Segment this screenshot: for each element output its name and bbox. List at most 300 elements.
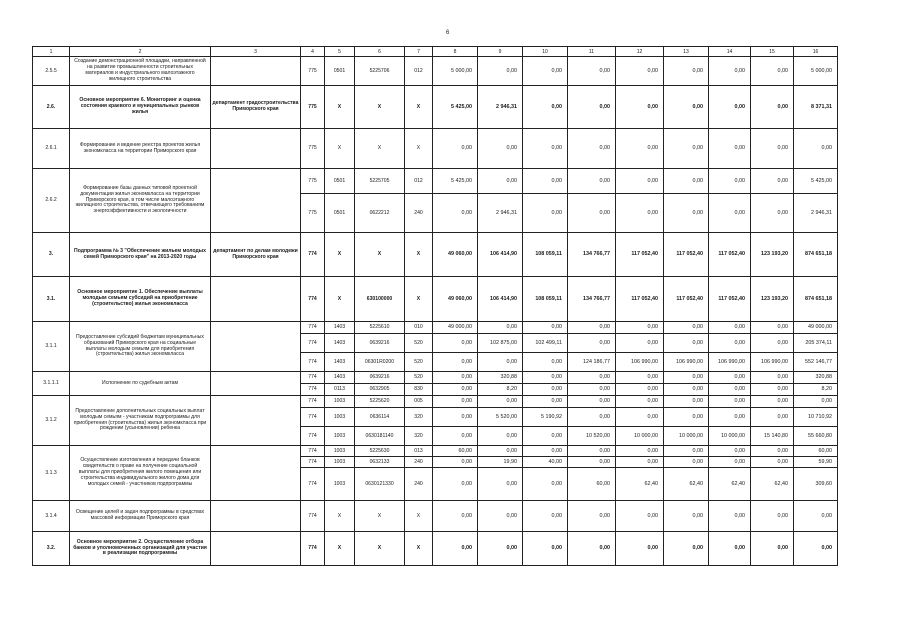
responsible-org xyxy=(211,57,301,86)
amount-cell: 0,00 xyxy=(523,57,568,86)
budget-code-cell: 630100000 xyxy=(355,277,405,322)
responsible-org xyxy=(211,277,301,322)
amount-cell: 102 875,00 xyxy=(478,334,523,353)
budget-code-cell: 1403 xyxy=(325,353,355,372)
amount-cell: 0,00 xyxy=(751,396,794,408)
amount-cell: 0,00 xyxy=(616,408,664,427)
amount-cell: 0,00 xyxy=(616,396,664,408)
amount-cell: 0,00 xyxy=(433,468,478,501)
table-row xyxy=(33,372,838,384)
amount-cell: 0,00 xyxy=(523,532,568,566)
budget-code-cell: 1003 xyxy=(325,408,355,427)
table-body xyxy=(33,47,838,566)
amount-cell: 0,00 xyxy=(523,194,568,233)
item-code: 2.5.5 xyxy=(33,57,70,86)
item-code: 3.1.1.1 xyxy=(33,372,70,396)
budget-code-cell: X xyxy=(405,277,433,322)
amount-cell: 117 052,40 xyxy=(616,233,664,277)
amount-cell: 0,00 xyxy=(709,396,751,408)
amount-cell: 108 059,11 xyxy=(523,233,568,277)
table-row xyxy=(33,277,838,322)
budget-code-cell: 774 xyxy=(301,233,325,277)
amount-cell: 0,00 xyxy=(709,334,751,353)
amount-cell: 0,00 xyxy=(794,129,838,169)
amount-cell: 0,00 xyxy=(751,384,794,396)
amount-cell: 0,00 xyxy=(616,194,664,233)
budget-code-cell: 0639216 xyxy=(355,372,405,384)
amount-cell: 134 766,77 xyxy=(568,277,616,322)
responsible-org: департамент градостроительства Приморского края xyxy=(211,86,301,129)
budget-code-cell: 240 xyxy=(405,194,433,233)
budget-code-cell: 0501 xyxy=(325,57,355,86)
amount-cell: 106 990,00 xyxy=(616,353,664,372)
budget-code-cell: 320 xyxy=(405,427,433,446)
responsible-org xyxy=(211,372,301,396)
budget-code-cell: 5225706 xyxy=(355,57,405,86)
amount-cell: 0,00 xyxy=(568,372,616,384)
budget-code-cell: 5225630 xyxy=(355,446,405,457)
budget-code-cell: X xyxy=(355,532,405,566)
column-number: 7 xyxy=(405,47,433,57)
amount-cell: 117 052,40 xyxy=(664,233,709,277)
amount-cell: 0,00 xyxy=(523,396,568,408)
budget-code-cell: 774 xyxy=(301,468,325,501)
budget-code-cell: 774 xyxy=(301,353,325,372)
budget-code-cell: 1003 xyxy=(325,446,355,457)
amount-cell: 0,00 xyxy=(478,353,523,372)
budget-code-cell: 5225620 xyxy=(355,396,405,408)
budget-code-cell: 520 xyxy=(405,372,433,384)
amount-cell: 5 520,00 xyxy=(478,408,523,427)
budget-code-cell: 774 xyxy=(301,427,325,446)
amount-cell: 0,00 xyxy=(751,194,794,233)
amount-cell: 10 520,00 xyxy=(568,427,616,446)
amount-cell: 0,00 xyxy=(751,169,794,194)
amount-cell: 134 766,77 xyxy=(568,233,616,277)
item-code: 2.6.2 xyxy=(33,169,70,233)
amount-cell: 0,00 xyxy=(794,501,838,532)
amount-cell: 0,00 xyxy=(433,129,478,169)
amount-cell: 0,00 xyxy=(616,446,664,457)
budget-code-cell: 830 xyxy=(405,384,433,396)
table-row xyxy=(33,322,838,334)
column-number: 5 xyxy=(325,47,355,57)
item-description: Осуществление изготовления и передачи бланков свидетельств о праве на получение социальной выплаты для приобретения жилого помещения или строительства индивидуального жилого дома для молодых семей - участников подпрограммы xyxy=(70,446,211,501)
table-row xyxy=(33,129,838,169)
amount-cell: 0,00 xyxy=(523,384,568,396)
column-number: 6 xyxy=(355,47,405,57)
amount-cell: 0,00 xyxy=(568,384,616,396)
column-number: 16 xyxy=(794,47,838,57)
budget-code-cell: 774 xyxy=(301,457,325,468)
header-row xyxy=(33,47,838,57)
amount-cell: 0,00 xyxy=(568,408,616,427)
amount-cell: 0,00 xyxy=(523,322,568,334)
amount-cell: 0,00 xyxy=(568,129,616,169)
responsible-org xyxy=(211,532,301,566)
amount-cell: 0,00 xyxy=(568,57,616,86)
amount-cell: 0,00 xyxy=(616,501,664,532)
budget-code-cell: 520 xyxy=(405,334,433,353)
amount-cell: 0,00 xyxy=(478,532,523,566)
page-number: 6 xyxy=(446,30,450,36)
amount-cell: 0,00 xyxy=(478,57,523,86)
budget-code-cell: 0501 xyxy=(325,194,355,233)
amount-cell: 0,00 xyxy=(664,532,709,566)
amount-cell: 0,00 xyxy=(751,129,794,169)
responsible-org xyxy=(211,129,301,169)
responsible-org: департамент по делам молодежи Приморского края xyxy=(211,233,301,277)
amount-cell: 60,00 xyxy=(433,446,478,457)
amount-cell: 0,00 xyxy=(568,334,616,353)
budget-code-cell: 774 xyxy=(301,408,325,427)
amount-cell: 0,00 xyxy=(568,322,616,334)
amount-cell: 0,00 xyxy=(664,322,709,334)
amount-cell: 5 425,00 xyxy=(794,169,838,194)
column-number: 12 xyxy=(616,47,664,57)
amount-cell: 123 193,20 xyxy=(751,277,794,322)
amount-cell: 117 052,40 xyxy=(664,277,709,322)
column-number: 2 xyxy=(70,47,211,57)
item-code: 3.1.1 xyxy=(33,322,70,372)
budget-code-cell: 5225610 xyxy=(355,322,405,334)
budget-code-cell: X xyxy=(355,501,405,532)
amount-cell: 0,00 xyxy=(433,427,478,446)
amount-cell: 874 651,18 xyxy=(794,277,838,322)
budget-code-cell: X xyxy=(355,129,405,169)
amount-cell: 0,00 xyxy=(664,501,709,532)
budget-code-cell: 0630121330 xyxy=(355,468,405,501)
budget-code-cell: 0639216 xyxy=(355,334,405,353)
item-description: Подпрограмма № 3 "Обеспечение жильем молодых семей Приморского края" на 2013-2020 годы xyxy=(70,233,211,277)
table-row xyxy=(33,532,838,566)
budget-code-cell: 775 xyxy=(301,169,325,194)
budget-code-cell: X xyxy=(405,233,433,277)
amount-cell: 320,88 xyxy=(794,372,838,384)
amount-cell: 0,00 xyxy=(794,532,838,566)
table-row xyxy=(33,446,838,457)
budget-code-cell: 1403 xyxy=(325,322,355,334)
amount-cell: 0,00 xyxy=(751,57,794,86)
budget-code-cell: 0636114 xyxy=(355,408,405,427)
item-description: Основное мероприятие 2. Осуществление отбора банков и уполномоченных организаций для участия в реализации подпрограммы xyxy=(70,532,211,566)
budget-code-cell: 774 xyxy=(301,372,325,384)
amount-cell: 0,00 xyxy=(709,86,751,129)
amount-cell: 0,00 xyxy=(433,372,478,384)
amount-cell: 106 990,00 xyxy=(751,353,794,372)
budget-code-cell: 774 xyxy=(301,277,325,322)
column-number: 14 xyxy=(709,47,751,57)
amount-cell: 0,00 xyxy=(664,86,709,129)
amount-cell: 123 193,20 xyxy=(751,233,794,277)
amount-cell: 59,90 xyxy=(794,457,838,468)
budget-code-cell: 0632133 xyxy=(355,457,405,468)
amount-cell: 0,00 xyxy=(616,334,664,353)
amount-cell: 15 140,80 xyxy=(751,427,794,446)
amount-cell: 205 374,11 xyxy=(794,334,838,353)
amount-cell: 106 990,00 xyxy=(709,353,751,372)
budget-code-cell: X xyxy=(355,86,405,129)
amount-cell: 0,00 xyxy=(664,129,709,169)
budget-code-cell: 0630181140 xyxy=(355,427,405,446)
item-description: Исполнение по судебным актам xyxy=(70,372,211,396)
amount-cell: 5 000,00 xyxy=(794,57,838,86)
amount-cell: 10 000,00 xyxy=(616,427,664,446)
amount-cell: 0,00 xyxy=(751,86,794,129)
amount-cell: 0,00 xyxy=(616,57,664,86)
amount-cell: 0,00 xyxy=(664,446,709,457)
amount-cell: 8,20 xyxy=(478,384,523,396)
amount-cell: 0,00 xyxy=(478,169,523,194)
budget-code-cell: 06301R0200 xyxy=(355,353,405,372)
amount-cell: 0,00 xyxy=(433,501,478,532)
amount-cell: 0,00 xyxy=(709,384,751,396)
amount-cell: 106 990,00 xyxy=(664,353,709,372)
amount-cell: 10 710,92 xyxy=(794,408,838,427)
item-code: 3.1.4 xyxy=(33,501,70,532)
amount-cell: 5 425,00 xyxy=(433,169,478,194)
column-number: 3 xyxy=(211,47,301,57)
budget-code-cell: 012 xyxy=(405,169,433,194)
budget-code-cell: X xyxy=(325,277,355,322)
amount-cell: 0,00 xyxy=(433,194,478,233)
amount-cell: 0,00 xyxy=(433,532,478,566)
budget-code-cell: 010 xyxy=(405,322,433,334)
amount-cell: 5 425,00 xyxy=(433,86,478,129)
amount-cell: 0,00 xyxy=(478,427,523,446)
budget-code-cell: 240 xyxy=(405,457,433,468)
amount-cell: 552 146,77 xyxy=(794,353,838,372)
responsible-org xyxy=(211,446,301,501)
amount-cell: 0,00 xyxy=(616,457,664,468)
budget-code-cell: 1403 xyxy=(325,334,355,353)
budget-code-cell: 013 xyxy=(405,446,433,457)
budget-code-cell: 0622212 xyxy=(355,194,405,233)
amount-cell: 60,00 xyxy=(794,446,838,457)
amount-cell: 117 052,40 xyxy=(709,277,751,322)
amount-cell: 2 946,31 xyxy=(478,194,523,233)
amount-cell: 0,00 xyxy=(478,322,523,334)
budget-code-cell: X xyxy=(325,86,355,129)
amount-cell: 0,00 xyxy=(664,57,709,86)
amount-cell: 102 499,11 xyxy=(523,334,568,353)
amount-cell: 0,00 xyxy=(709,322,751,334)
item-description: Основное мероприятие 1. Обеспечение выплаты молодым семьям субсидий на приобретение (строительство) жилья экономкласса xyxy=(70,277,211,322)
amount-cell: 0,00 xyxy=(664,334,709,353)
item-description: Формирование базы данных типовой проектной документации жилья экономкласса на территории Приморского края, в том числе малоэтажного жилищного строительства, отвечающего требованиям энергоэффективности и экологичности xyxy=(70,169,211,233)
amount-cell: 0,00 xyxy=(433,457,478,468)
amount-cell: 62,40 xyxy=(709,468,751,501)
amount-cell: 0,00 xyxy=(751,532,794,566)
column-number: 9 xyxy=(478,47,523,57)
budget-code-cell: X xyxy=(405,129,433,169)
responsible-org xyxy=(211,322,301,372)
amount-cell: 0,00 xyxy=(433,334,478,353)
amount-cell: 0,00 xyxy=(664,396,709,408)
amount-cell: 0,00 xyxy=(523,353,568,372)
table-row xyxy=(33,86,838,129)
budget-code-cell: 774 xyxy=(301,322,325,334)
responsible-org xyxy=(211,169,301,233)
table-row xyxy=(33,57,838,86)
amount-cell: 0,00 xyxy=(664,194,709,233)
amount-cell: 0,00 xyxy=(751,334,794,353)
amount-cell: 62,40 xyxy=(751,468,794,501)
amount-cell: 0,00 xyxy=(523,129,568,169)
amount-cell: 0,00 xyxy=(664,372,709,384)
amount-cell: 0,00 xyxy=(751,322,794,334)
amount-cell: 0,00 xyxy=(751,501,794,532)
amount-cell: 0,00 xyxy=(568,446,616,457)
amount-cell: 0,00 xyxy=(478,446,523,457)
amount-cell: 0,00 xyxy=(664,408,709,427)
budget-code-cell: X xyxy=(355,233,405,277)
budget-code-cell: X xyxy=(405,532,433,566)
column-number: 1 xyxy=(33,47,70,57)
amount-cell: 0,00 xyxy=(616,532,664,566)
amount-cell: 0,00 xyxy=(568,169,616,194)
budget-code-cell: 240 xyxy=(405,468,433,501)
budget-code-cell: 1003 xyxy=(325,457,355,468)
budget-code-cell: 5225705 xyxy=(355,169,405,194)
amount-cell: 0,00 xyxy=(751,446,794,457)
item-description: Создание демонстрационной площадки, направленной на развитие промышленности строительных материалов и индустриального малоэтажного жилищного строительства xyxy=(70,57,211,86)
item-code: 3.1.2 xyxy=(33,396,70,446)
amount-cell: 49 060,00 xyxy=(433,277,478,322)
table-row xyxy=(33,396,838,408)
amount-cell: 0,00 xyxy=(568,532,616,566)
budget-code-cell: 005 xyxy=(405,396,433,408)
item-code: 3.2. xyxy=(33,532,70,566)
amount-cell: 0,00 xyxy=(523,169,568,194)
amount-cell: 49 060,00 xyxy=(433,233,478,277)
amount-cell: 49 000,00 xyxy=(794,322,838,334)
amount-cell: 0,00 xyxy=(709,57,751,86)
amount-cell: 0,00 xyxy=(616,384,664,396)
budget-code-cell: 774 xyxy=(301,334,325,353)
budget-code-cell: 320 xyxy=(405,408,433,427)
amount-cell: 874 651,18 xyxy=(794,233,838,277)
amount-cell: 0,00 xyxy=(664,384,709,396)
amount-cell: 124 186,77 xyxy=(568,353,616,372)
amount-cell: 55 660,80 xyxy=(794,427,838,446)
amount-cell: 0,00 xyxy=(433,353,478,372)
amount-cell: 0,00 xyxy=(616,322,664,334)
amount-cell: 19,90 xyxy=(478,457,523,468)
budget-code-cell: X xyxy=(325,501,355,532)
budget-code-cell: 012 xyxy=(405,57,433,86)
amount-cell: 106 414,90 xyxy=(478,277,523,322)
budget-code-cell: X xyxy=(405,86,433,129)
column-number: 15 xyxy=(751,47,794,57)
column-number: 8 xyxy=(433,47,478,57)
amount-cell: 0,00 xyxy=(523,86,568,129)
amount-cell: 0,00 xyxy=(751,372,794,384)
budget-code-cell: 774 xyxy=(301,384,325,396)
budget-code-cell: X xyxy=(325,233,355,277)
amount-cell: 108 059,11 xyxy=(523,277,568,322)
budget-code-cell: 774 xyxy=(301,446,325,457)
amount-cell: 40,00 xyxy=(523,457,568,468)
table-row xyxy=(33,169,838,194)
amount-cell: 0,00 xyxy=(709,194,751,233)
amount-cell: 0,00 xyxy=(709,532,751,566)
amount-cell: 0,00 xyxy=(523,468,568,501)
budget-code-cell: 774 xyxy=(301,396,325,408)
amount-cell: 0,00 xyxy=(709,446,751,457)
amount-cell: 5 190,92 xyxy=(523,408,568,427)
amount-cell: 0,00 xyxy=(433,396,478,408)
budget-code-cell: 1403 xyxy=(325,372,355,384)
budget-table xyxy=(32,46,838,566)
budget-code-cell: 0632905 xyxy=(355,384,405,396)
amount-cell: 10 000,00 xyxy=(709,427,751,446)
amount-cell: 0,00 xyxy=(709,129,751,169)
amount-cell: 0,00 xyxy=(751,408,794,427)
amount-cell: 0,00 xyxy=(433,408,478,427)
item-code: 2.6.1 xyxy=(33,129,70,169)
amount-cell: 0,00 xyxy=(616,372,664,384)
amount-cell: 0,00 xyxy=(709,408,751,427)
amount-cell: 60,00 xyxy=(568,468,616,501)
amount-cell: 0,00 xyxy=(568,86,616,129)
amount-cell: 0,00 xyxy=(478,501,523,532)
budget-code-cell: 775 xyxy=(301,194,325,233)
amount-cell: 0,00 xyxy=(478,396,523,408)
column-number: 11 xyxy=(568,47,616,57)
amount-cell: 49 000,00 xyxy=(433,322,478,334)
amount-cell: 0,00 xyxy=(751,457,794,468)
budget-code-cell: 774 xyxy=(301,532,325,566)
amount-cell: 8,20 xyxy=(794,384,838,396)
amount-cell: 117 052,40 xyxy=(616,277,664,322)
amount-cell: 10 000,00 xyxy=(664,427,709,446)
budget-code-cell: 775 xyxy=(301,57,325,86)
amount-cell: 0,00 xyxy=(616,86,664,129)
amount-cell: 0,00 xyxy=(478,129,523,169)
amount-cell: 0,00 xyxy=(616,169,664,194)
amount-cell: 0,00 xyxy=(616,129,664,169)
amount-cell: 2 946,31 xyxy=(794,194,838,233)
amount-cell: 0,00 xyxy=(664,457,709,468)
amount-cell: 309,60 xyxy=(794,468,838,501)
item-code: 3. xyxy=(33,233,70,277)
budget-code-cell: X xyxy=(405,501,433,532)
budget-code-cell: X xyxy=(325,129,355,169)
amount-cell: 0,00 xyxy=(709,372,751,384)
budget-code-cell: 774 xyxy=(301,501,325,532)
amount-cell: 106 414,90 xyxy=(478,233,523,277)
budget-code-cell: X xyxy=(325,532,355,566)
amount-cell: 0,00 xyxy=(478,468,523,501)
column-number: 13 xyxy=(664,47,709,57)
item-description: Предоставление дополнительных социальных выплат молодым семьям - участникам подпрограммы для приобретения (строительства) жилья экономкласса при рождении (усыновлении) ребенка xyxy=(70,396,211,446)
amount-cell: 0,00 xyxy=(568,501,616,532)
amount-cell: 0,00 xyxy=(523,372,568,384)
item-description: Формирование и ведение реестра проектов жилья экономкласса на территории Приморского края xyxy=(70,129,211,169)
responsible-org xyxy=(211,501,301,532)
item-code: 3.1.3 xyxy=(33,446,70,501)
item-code: 2.6. xyxy=(33,86,70,129)
amount-cell: 0,00 xyxy=(664,169,709,194)
amount-cell: 0,00 xyxy=(709,501,751,532)
amount-cell: 2 946,31 xyxy=(478,86,523,129)
amount-cell: 62,40 xyxy=(616,468,664,501)
budget-code-cell: 0501 xyxy=(325,169,355,194)
budget-code-cell: 775 xyxy=(301,86,325,129)
budget-code-cell: 1003 xyxy=(325,468,355,501)
amount-cell: 0,00 xyxy=(433,384,478,396)
